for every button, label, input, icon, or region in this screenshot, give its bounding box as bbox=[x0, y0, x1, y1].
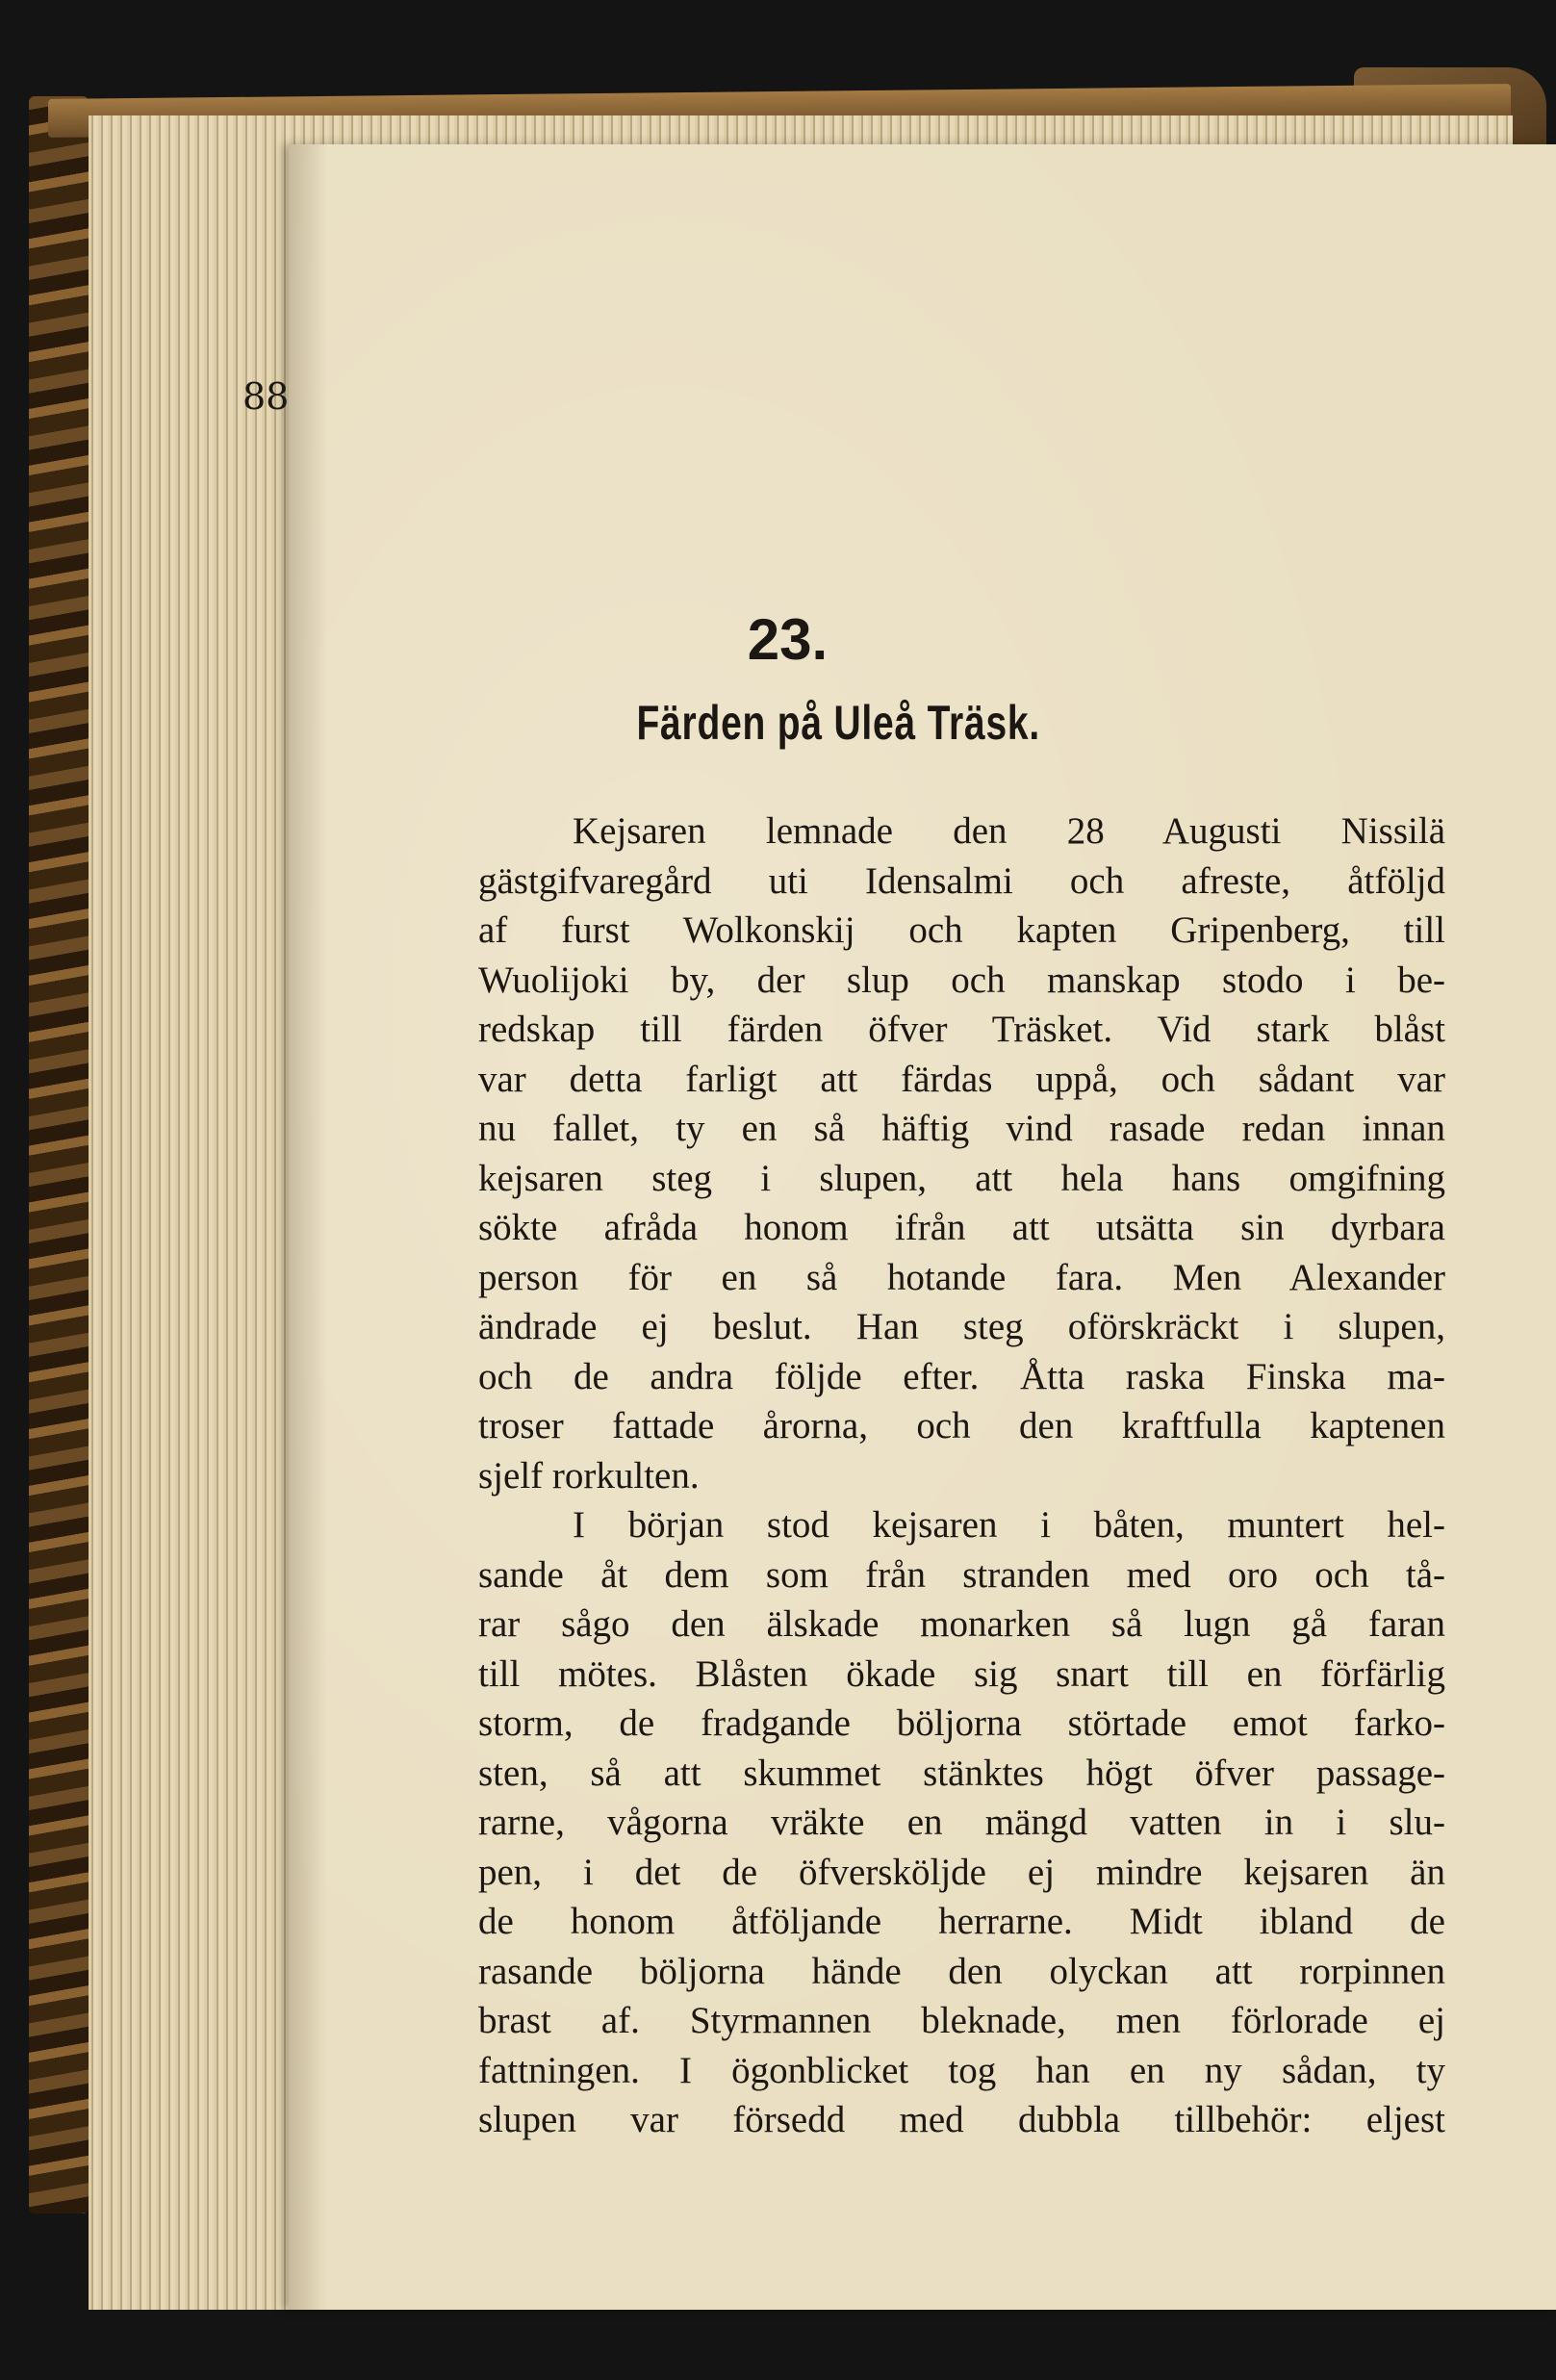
body-text bbox=[478, 806, 1445, 2145]
text-line: brast af. Styrmannen bleknade, men förlorade ej bbox=[478, 2000, 1445, 2041]
text-line: var detta farligt att färdas uppå, och sådant var bbox=[478, 1058, 1445, 1100]
text-line: slupen var försedd med dubbla tillbehör: eljest bbox=[478, 2099, 1445, 2140]
text-line: Kejsaren lemnade den 28 Augusti Nissilä bbox=[573, 810, 1445, 852]
text-line: redskap till färden öfver Träsket. Vid stark blåst bbox=[478, 1009, 1445, 1050]
text-line: rasande böljorna hände den olyckan att rorpinnen bbox=[478, 1950, 1445, 1992]
text-line: kejsaren steg i slupen, att hela hans omgifning bbox=[478, 1157, 1445, 1199]
text-line: Wuolijoki by, der slup och manskap stodo i be- bbox=[478, 959, 1445, 1001]
text-line: och de andra följde efter. Åtta raska Finska ma- bbox=[478, 1355, 1445, 1397]
chapter-number: 23. bbox=[747, 607, 829, 672]
chapter-title: Färden på Uleå Träsk. bbox=[636, 696, 1041, 750]
text-line: pen, i det de öfversköljde ej mindre kejsaren än bbox=[478, 1851, 1445, 1893]
text-line: I början stod kejsaren i båten, muntert hel- bbox=[573, 1504, 1445, 1546]
text-line: sökte afråda honom ifrån att utsätta sin dyrbara bbox=[478, 1207, 1445, 1248]
text-line: till mötes. Blåsten ökade sig snart till en förfärlig bbox=[478, 1652, 1445, 1695]
text-line: ändrade ej beslut. Han steg oförskräckt i slupen, bbox=[478, 1306, 1445, 1347]
text-line: rarne, vågorna vräkte en mängd vatten in i slu- bbox=[478, 1802, 1445, 1843]
text-line: af furst Wolkonskij och kapten Gripenberg, till bbox=[478, 909, 1445, 951]
text-line: gästgifvaregård uti Idensalmi och afreste, åtföljd bbox=[478, 859, 1445, 902]
text-line: sande åt dem som från stranden med oro och tå- bbox=[478, 1553, 1445, 1596]
text-line: rar sågo den älskade monarken så lugn gå faran bbox=[478, 1603, 1445, 1645]
page-number: 88 bbox=[242, 375, 290, 418]
text-line: sjelf rorkulten. bbox=[478, 1454, 700, 1497]
text-line: troser fattade årorna, och den kraftfulla kaptenen bbox=[478, 1405, 1445, 1446]
text-line: de honom åtföljande herrarne. Midt ibland de bbox=[478, 1901, 1445, 1942]
text-line: storm, de fradgande böljorna störtade emot farko- bbox=[478, 1702, 1445, 1744]
text-line: person för en så hotande fara. Men Alexander bbox=[478, 1256, 1445, 1298]
book-spine bbox=[29, 96, 89, 2214]
page-gutter bbox=[289, 144, 327, 2310]
text-line: fattningen. I ögonblicket tog han en ny sådan, ty bbox=[478, 2049, 1445, 2091]
text-line: nu fallet, ty en så häftig vind rasade redan innan bbox=[478, 1108, 1445, 1149]
text-line: sten, så att skummet stänktes högt öfver passage- bbox=[478, 1752, 1445, 1794]
